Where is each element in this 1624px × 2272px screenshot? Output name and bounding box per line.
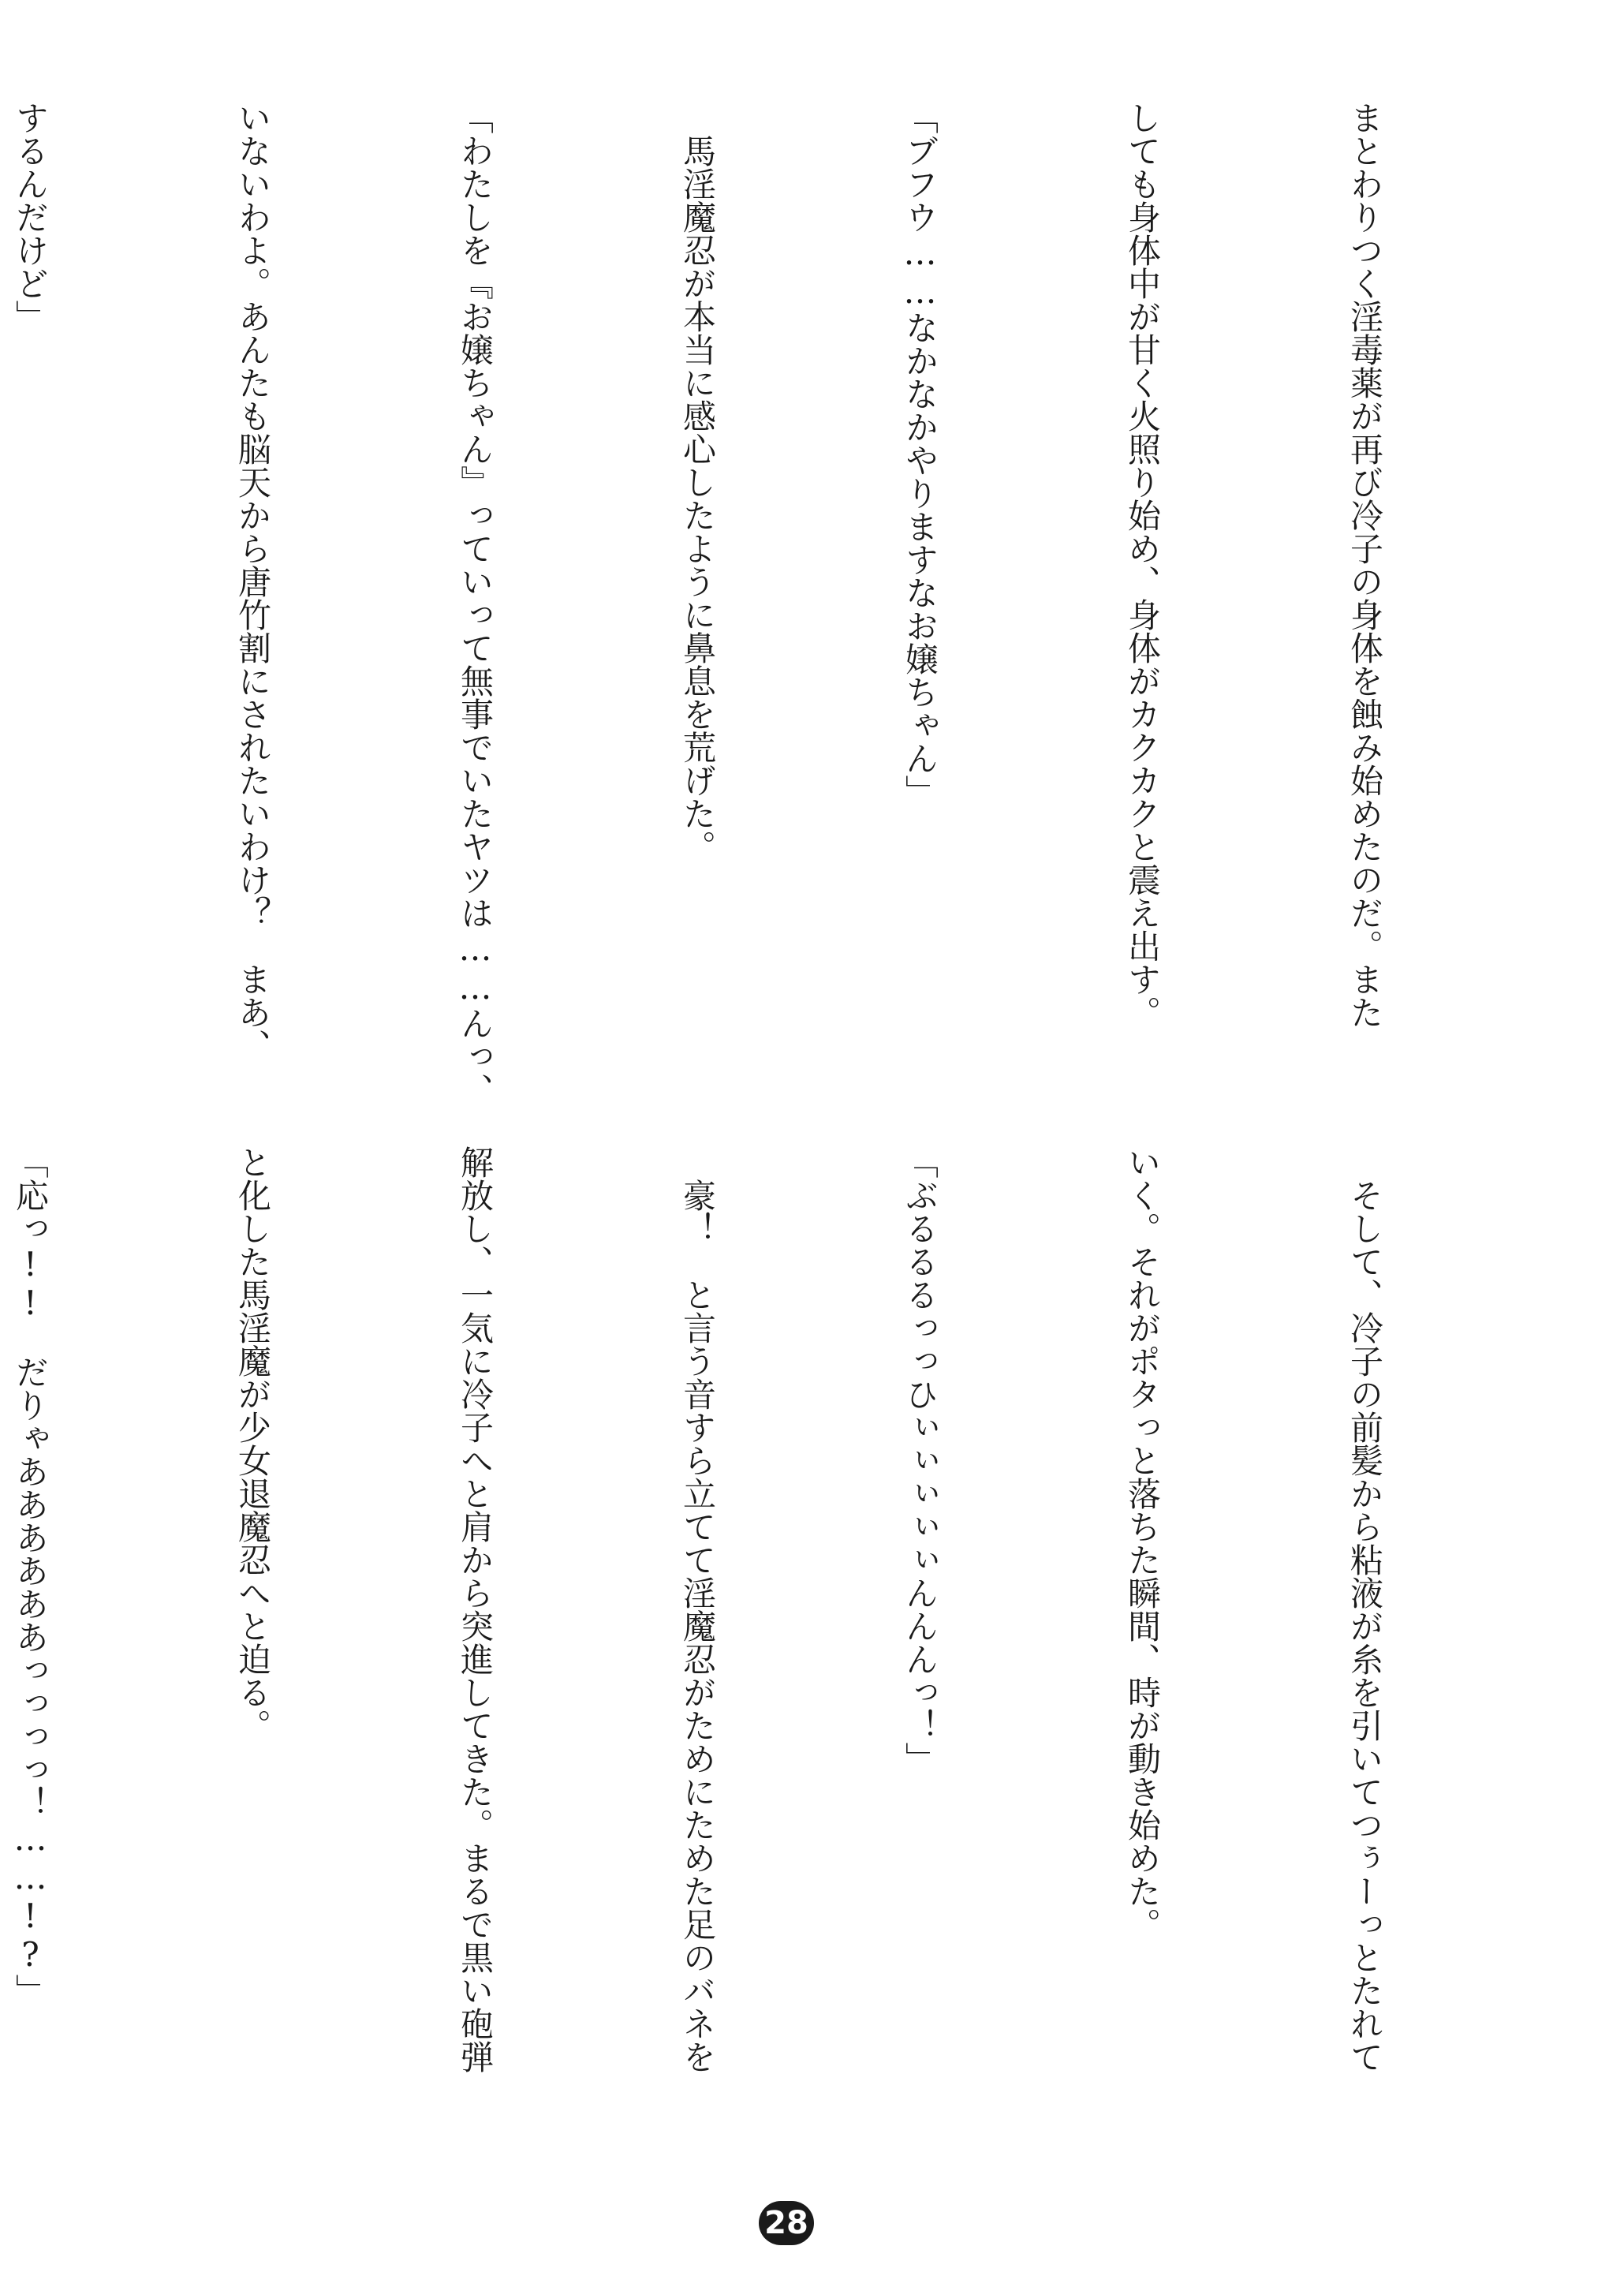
text-line: 「応っ!! だりゃああああああっっっっ！……!?」 bbox=[11, 1145, 50, 2007]
text-line: そして、冷子の前髪から粘液が糸を引いてつぅーっとたれて bbox=[1346, 1145, 1384, 2073]
text-line: 解放し、一気に冷子へと肩から突進してきた。まるで黒い砲弾 bbox=[456, 1145, 495, 2073]
text-line: するんだけど」 bbox=[11, 101, 50, 333]
text-line: いく。それがポタっと落ちた瞬間、時が動き始めた。 bbox=[1123, 1145, 1162, 1941]
text-line: 「ぶるるるっっひぃぃぃぃぃんんんっ！」 bbox=[901, 1145, 939, 1775]
page-number: 28 bbox=[759, 2201, 814, 2245]
text-block-lower bbox=[11, 1145, 1550, 2132]
text-line: 馬淫魔忍が本当に感心したように鼻息を荒げた。 bbox=[678, 101, 717, 863]
text-line: 「ブフウ……なかなかやりますなお嬢ちゃん」 bbox=[901, 101, 939, 808]
text-block-upper bbox=[11, 101, 1550, 1106]
text-line: 「わたしを『お嬢ちゃん』っていって無事でいたヤツは……んっ、 bbox=[456, 101, 495, 1106]
text-line: いないわよ。あんたも脳天から唐竹割にされたいわけ？ まあ、 bbox=[233, 101, 272, 1062]
text-line: まとわりつく淫毒薬が再び冷子の身体を蝕み始めたのだ。また bbox=[1346, 101, 1384, 1029]
text-line: と化した馬淫魔が少女退魔忍へと迫る。 bbox=[233, 1145, 272, 1742]
text-line: 豪！ と言う音すら立てて淫魔忍がためにためた足のバネを bbox=[678, 1145, 717, 2073]
text-line: しても身体中が甘く火照り始め、身体がカクカクと震え出す。 bbox=[1123, 101, 1162, 1029]
